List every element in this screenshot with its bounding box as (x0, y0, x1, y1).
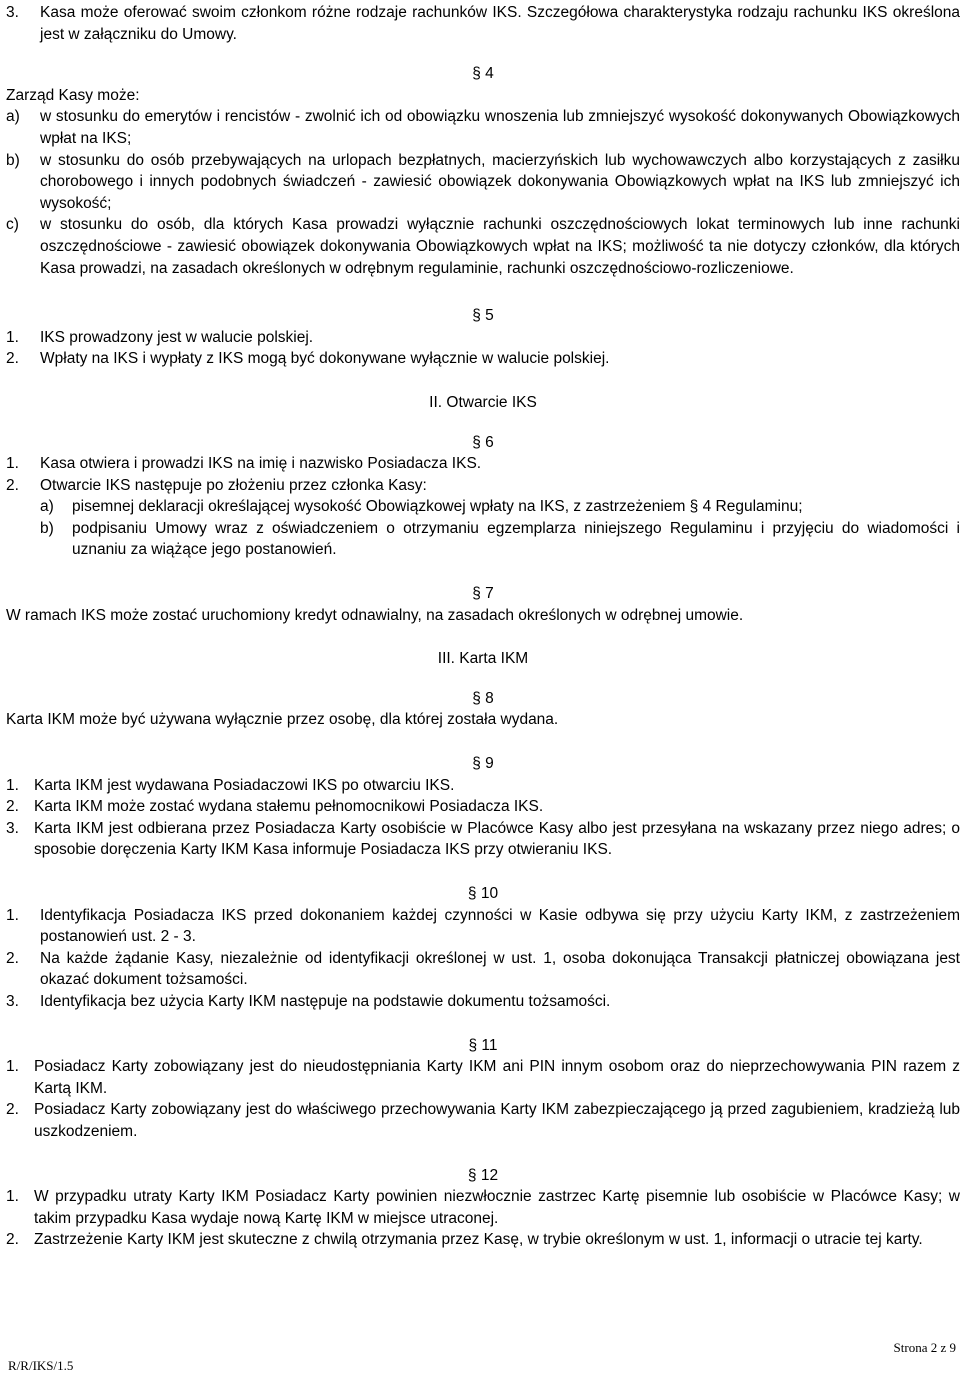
item-text: w stosunku do osób przebywających na urlopach bezpłatnych, macierzyńskich lub wychowawczych albo korzystających z zasiłku chorobowego i innych podobnych świadczeń - zawiesić obowiązek dokonywania Obowiązkowych wpłat na IKS lub zmniejszyć ich wysokość; (40, 151, 960, 212)
section-heading-10: § 10 (467, 885, 499, 902)
item-text: Posiadacz Karty zobowiązany jest do właściwego przechowywania Karty IKM zabezpieczającego ją przed zagubieniem, kradzieżą lub uszkodzeniem. (34, 1101, 960, 1140)
item-text: Otwarcie IKS następuje po złożeniu przez członka Kasy: (40, 476, 427, 494)
section-heading-9: § 9 (472, 755, 494, 773)
item-text: w stosunku do emerytów i rencistów - zwolnić ich od obowiązku wnoszenia lub zmniejszyć wysokość dokonywanych Obowiązkowych wpłat na IKS; (40, 108, 960, 147)
item-label: b) (6, 151, 20, 169)
item-text: Identyfikacja bez użycia Karty IKM następuje na podstawie dokumentu tożsamości. (40, 992, 611, 1010)
list-item (6, 214, 960, 279)
item-number: 2. (6, 476, 19, 494)
item-number: 2. (6, 350, 19, 368)
item-number: 2. (6, 1101, 19, 1119)
list-item (6, 348, 960, 370)
item-text: w stosunku do osób, dla których Kasa prowadzi wyłącznie rachunki oszczędnościowych lokat terminowych lub inne rachunki oszczędnościowe - zawiesić obowiązek dokonywania Obowiązkowych wpłat na IKS; możliwość ta nie dotyczy członków, dla których Kasa prowadzi, na zasadach określonych w odrębnym regulaminie, rachunki oszczędnościowo-rozliczeniowe. (40, 216, 960, 277)
item-text: W przypadku utraty Karty IKM Posiadacz Karty powinien niezwłocznie zastrzec Kartę pisemnie lub osobiście w Placówce Kasy; w takim przypadku Kasa wydaje nową Kartę IKM w miejsce utraconej. (34, 1188, 960, 1227)
page-number: Strona 2 z 9 (893, 1340, 956, 1355)
section-heading-12: § 12 (467, 1166, 499, 1184)
item-number: 2. (6, 949, 19, 967)
list-item (6, 475, 960, 497)
item-text: IKS prowadzony jest w walucie polskiej. (40, 328, 314, 346)
item-text: Karta IKM może zostać wydana stałemu pełnomocnikowi Posiadacza IKS. (34, 798, 544, 816)
sub-list-item (40, 496, 960, 518)
item-text: Kasa może oferować swoim członkom różne rodzaje rachunków IKS. Szczegółowa charakterystyka rodzaju rachunku IKS określona jest w załączniku do Umowy. (40, 4, 960, 43)
list-item (6, 150, 960, 215)
item-number: 3. (6, 819, 19, 837)
chapter-heading-3: III. Karta IKM (437, 650, 529, 668)
item-text: pisemnej deklaracji określającej wysokość Obowiązkowej wpłaty na IKS, z zastrzeżeniem § 4 Regulaminu; (72, 498, 803, 516)
section-heading-8: § 8 (472, 689, 494, 707)
chapter-heading-2: II. Otwarcie IKS (429, 393, 537, 411)
list-item (6, 948, 960, 991)
document-code: R/R/IKS/1.5 (8, 1358, 74, 1373)
list-item (6, 1229, 960, 1251)
section-7-text: W ramach IKS może zostać uruchomiony kredyt odnawialny, na zasadach określonych w odrębnej umowie. (6, 606, 744, 624)
section-heading-11: § 11 (468, 1036, 498, 1054)
section-8-text: Karta IKM może być używana wyłącznie przez osobę, dla której została wydana. (6, 711, 559, 729)
list-item (6, 775, 960, 797)
item-text: Identyfikacja Posiadacza IKS przed dokonaniem każdej czynności w Kasie odbywa się przy użyciu Karty IKM, z zastrzeżeniem postanowień ust. 2 - 3. (40, 906, 960, 946)
section-heading-7: § 7 (472, 585, 494, 603)
item-number: 2. (6, 1231, 19, 1249)
list-item (6, 796, 960, 818)
item-number: 1. (6, 776, 19, 794)
item-text: Kasa otwiera i prowadzi IKS na imię i nazwisko Posiadacza IKS. (40, 455, 482, 473)
item-number: 1. (6, 906, 19, 924)
item-text: Wpłaty na IKS i wypłaty z IKS mogą być dokonywane wyłącznie w walucie polskiej. (40, 350, 610, 368)
item-text: Zastrzeżenie Karty IKM jest skuteczne z chwilą otrzymania przez Kasę, w trybie określonym w ust. 1, informacji o utracie tej karty. (34, 1231, 923, 1249)
section-4-intro: Zarząd Kasy może: (6, 86, 140, 104)
item-text: podpisaniu Umowy wraz z oświadczeniem o otrzymaniu egzemplarza niniejszego Regulaminu i przyjęciu do wiadomości i uznaniu za wiążące jego postanowień. (72, 519, 960, 559)
list-item (6, 1056, 960, 1099)
paragraph-3 (6, 2, 960, 45)
item-number: 3. (6, 992, 19, 1010)
list-item (6, 905, 960, 948)
list-item (6, 1186, 960, 1229)
section-heading-4: § 4 (472, 65, 494, 83)
sub-list-item (40, 518, 960, 561)
section-heading-6: § 6 (472, 433, 494, 451)
list-item (6, 1099, 960, 1142)
document-page (6, 2, 960, 1251)
item-number: 1. (6, 328, 19, 346)
item-number: 3. (6, 4, 19, 21)
item-label: b) (40, 519, 54, 537)
item-label: a) (6, 108, 20, 126)
item-number: 1. (6, 1188, 19, 1206)
list-item (6, 453, 960, 475)
list-item (6, 327, 960, 349)
item-label: c) (6, 216, 19, 234)
item-number: 2. (6, 798, 19, 816)
item-number: 1. (6, 455, 19, 473)
list-item (6, 106, 960, 149)
item-text: Karta IKM jest odbierana przez Posiadacza Karty osobiście w Placówce Kasy albo jest przesyłana na wskazany przez niego adres; o sposobie doręczenia Karty IKM Kasa informuje Posiadacza IKS przy otwieraniu IKS. (34, 819, 960, 859)
item-label: a) (40, 498, 54, 516)
list-item (6, 818, 960, 861)
item-text: Na każde żądanie Kasy, niezależnie od identyfikacji określonej w ust. 1, osoba dokonująca Transakcji płatniczej obowiązana jest okazać dokument tożsamości. (40, 949, 960, 989)
section-heading-5: § 5 (472, 307, 494, 325)
item-text: Karta IKM jest wydawana Posiadaczowi IKS po otwarciu IKS. (34, 776, 455, 794)
list-item (6, 991, 960, 1013)
item-text: Posiadacz Karty zobowiązany jest do nieudostępniania Karty IKM ani PIN innym osobom oraz do nieprzechowywania PIN razem z Kartą IKM. (34, 1058, 960, 1097)
item-number: 1. (6, 1058, 19, 1076)
